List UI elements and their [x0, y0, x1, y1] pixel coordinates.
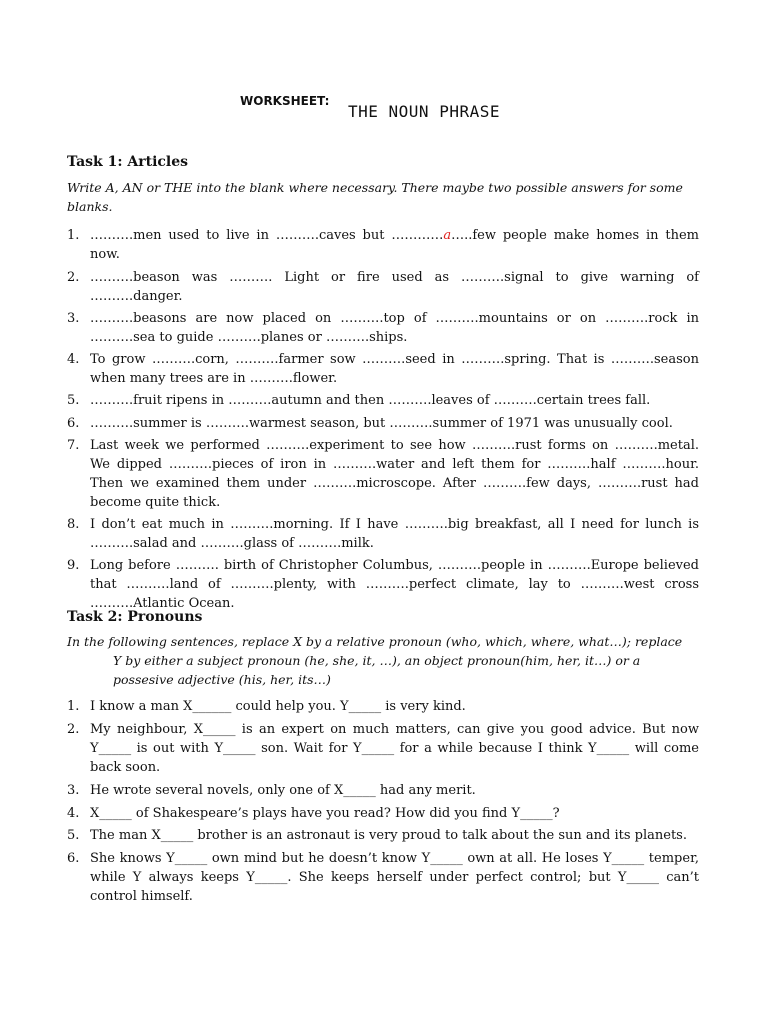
task1-list — [67, 226, 699, 613]
item-number: 8. — [67, 517, 80, 532]
instruction-line: Y by either a subject pronoun (he, she, it, …), an object pronoun(him, her, it…) or a — [113, 653, 641, 668]
item-number: 1. — [67, 699, 80, 714]
task2-instruction — [67, 632, 707, 689]
task2-heading: Task 2: Pronouns — [67, 609, 203, 625]
item-text: I know a man X______ could help you. Y_____ is very kind. — [90, 699, 466, 714]
item-number: 7. — [67, 438, 80, 453]
item-text-after: …..few people make homes in them now. — [90, 228, 699, 262]
item-number: 3. — [67, 311, 80, 326]
list-item — [67, 226, 699, 264]
item-text: ……….fruit ripens in ……….autumn and then ……….leaves of ……….certain trees fall. — [90, 393, 651, 408]
list-item — [67, 350, 699, 388]
list-item — [67, 515, 699, 553]
title-row — [0, 94, 768, 124]
item-number: 9. — [67, 558, 80, 573]
item-text: To grow ……….corn, ……….farmer sow ……….seed in ……….spring. That is ……….season when many trees are in ……….flower. — [90, 352, 699, 386]
list-item — [67, 781, 699, 800]
list-item — [67, 391, 699, 410]
item-number: 4. — [67, 352, 80, 367]
task1-heading: Task 1: Articles — [67, 154, 189, 170]
item-number: 6. — [67, 416, 80, 431]
task1-instruction: Write A, AN or THE into the blank where necessary. There maybe two possible answers for some blanks. — [67, 180, 683, 214]
item-number: 2. — [67, 270, 80, 285]
list-item — [67, 826, 699, 845]
list-item — [67, 804, 699, 823]
task2-list — [67, 697, 699, 906]
list-item — [67, 436, 699, 512]
item-text: ……….summer is ……….warmest season, but ……….summer of 1971 was unusually cool. — [90, 416, 673, 431]
item-number: 5. — [67, 393, 80, 408]
item-number: 2. — [67, 722, 80, 737]
list-item — [67, 309, 699, 347]
item-number: 6. — [67, 851, 80, 866]
item-text-before: ……….men used to live in ……….caves but ………… — [90, 228, 444, 243]
item-text: X_____ of Shakespeare’s plays have you read? How did you find Y_____? — [90, 806, 560, 821]
item-number: 5. — [67, 828, 80, 843]
item-text: He wrote several novels, only one of X_____ had any merit. — [90, 783, 476, 798]
item-text: Long before ………. birth of Christopher Columbus, ……….people in ……….Europe believed that ……….land of ……….plenty, with ……….perfect climate, lay to ……….west cross ……….Atlantic Ocean. — [90, 558, 699, 611]
item-text: ……….beasons are now placed on ……….top of ……….mountains or on ……….rock in ……….sea to guide ……….planes or ……….ships. — [90, 311, 699, 345]
list-item — [67, 414, 699, 433]
item-number: 3. — [67, 783, 80, 798]
list-item — [67, 556, 699, 613]
instruction-line: In the following sentences, replace X by a relative pronoun (who, which, where, what…); replace — [67, 634, 683, 649]
item-text: Last week we performed ……….experiment to see how ……….rust forms on ……….metal. We dipped ……….pieces of iron in ……….water and left them for ……….half ……….hour. Then we examined them under ……….microscope. After ……….few days, ……….rust had become quite thick. — [90, 438, 699, 510]
list-item — [67, 849, 699, 906]
item-text: ……….beason was ………. Light or fire used as ……….signal to give warning of ……….danger. — [90, 270, 699, 304]
list-item — [67, 720, 699, 777]
item-number: 1. — [67, 228, 80, 243]
page-title: THE NOUN PHRASE — [348, 102, 500, 121]
item-text: I don’t eat much in ……….morning. If I have ……….big breakfast, all I need for lunch is ……….salad and ……….glass of ……….milk. — [90, 517, 699, 551]
item-text: My neighbour, X_____ is an expert on much matters, can give you good advice. But now Y_____ is out with Y_____ son. Wait for Y_____ for a while because I think Y_____ will come back soon. — [90, 722, 699, 775]
worksheet-label: WORKSHEET: — [240, 94, 330, 108]
item-text: She knows Y_____ own mind but he doesn’t know Y_____ own at all. He loses Y_____ temper, while Y always keeps Y_____. She keeps herself under perfect control; but Y_____ can’t control himself. — [90, 851, 699, 904]
item-number: 4. — [67, 806, 80, 821]
filled-answer: a — [443, 228, 452, 243]
list-item — [67, 268, 699, 306]
instruction-line: possesive adjective (his, her, its…) — [113, 672, 331, 687]
item-text: The man X_____ brother is an astronaut is very proud to talk about the sun and its planets. — [90, 828, 687, 843]
list-item — [67, 697, 699, 716]
